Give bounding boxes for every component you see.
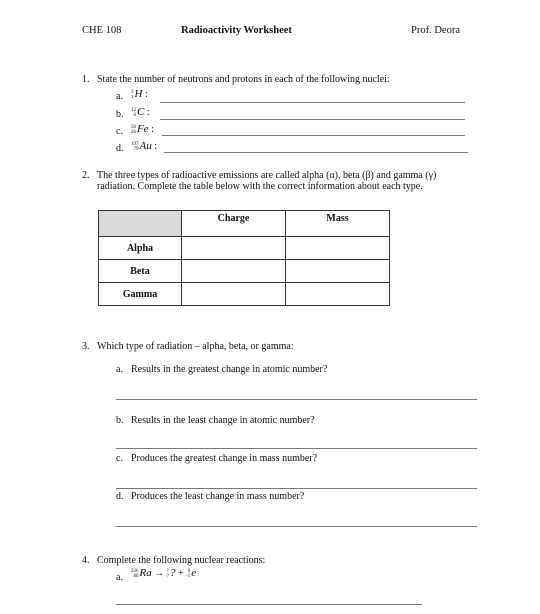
q4-text: Complete the following nuclear reactions:: [97, 555, 266, 566]
q1d-letter: d.: [116, 143, 124, 154]
table-header-charge: Charge: [182, 211, 286, 237]
professor-name: Prof. Deora: [411, 25, 460, 36]
q3-text: Which type of radiation – alpha, beta, or gamma:: [97, 341, 294, 352]
table-row: [99, 283, 390, 306]
q1a-letter: a.: [116, 91, 123, 102]
table-header-mass: Mass: [286, 211, 390, 237]
worksheet-title: Radioactivity Worksheet: [181, 25, 292, 36]
q2-line1: The three types of radioactive emissions are called alpha (α), beta (β) and gamma (γ): [97, 170, 437, 181]
q3c-letter: c.: [116, 453, 123, 464]
q1c-nucleus: 56 26 Fe :: [131, 123, 154, 135]
q3b-letter: b.: [116, 415, 124, 426]
table-row: [99, 260, 390, 283]
q3-number: 3.: [82, 341, 90, 352]
q1a-answer-line[interactable]: [160, 102, 465, 103]
q3a-text: Results in the greatest change in atomic number?: [131, 364, 328, 375]
cell-gamma-charge[interactable]: [182, 283, 286, 306]
reaction-arrow-icon: →: [154, 568, 165, 579]
q3c-text: Produces the greatest change in mass number?: [131, 453, 318, 464]
q1b-nucleus: 12 6 C :: [131, 106, 150, 118]
q4a-answer-line[interactable]: [116, 604, 422, 605]
q3d-text: Produces the least change in mass number?: [131, 491, 305, 502]
q1c-letter: c.: [116, 126, 123, 137]
cell-alpha-charge[interactable]: [182, 237, 286, 260]
q4a-letter: a.: [116, 572, 123, 583]
q1a-nucleus: 3 1 H :: [131, 88, 148, 100]
q1b-letter: b.: [116, 109, 124, 120]
q3b-answer-line[interactable]: [116, 448, 477, 449]
table-header-blank: [99, 211, 182, 237]
cell-gamma-mass[interactable]: [286, 283, 390, 306]
q2-number: 2.: [82, 170, 90, 181]
q3d-answer-line[interactable]: [116, 526, 477, 527]
q3a-letter: a.: [116, 364, 123, 375]
q1c-answer-line[interactable]: [162, 135, 465, 136]
q3c-answer-line[interactable]: [116, 488, 477, 489]
q1-text: State the number of neutrons and protons in each of the following nuclei:: [97, 74, 390, 85]
q1d-nucleus: 197 79 Au :: [131, 140, 158, 152]
q1-number: 1.: [82, 74, 90, 85]
cell-beta-mass[interactable]: [286, 260, 390, 283]
q4a-reaction: 226 88 Ra → ? ? ? + 0 -1 e: [131, 567, 197, 579]
cell-beta-charge[interactable]: [182, 260, 286, 283]
row-label-beta: Beta: [99, 260, 182, 283]
row-label-gamma: Gamma: [99, 283, 182, 306]
q2-line2: radiation. Complete the table below with the correct information about each type.: [97, 181, 423, 192]
row-label-alpha: Alpha: [99, 237, 182, 260]
q1d-answer-line[interactable]: [164, 152, 468, 153]
q4-number: 4.: [82, 555, 90, 566]
cell-alpha-mass[interactable]: [286, 237, 390, 260]
course-code: CHE 108: [82, 25, 122, 36]
radiation-table: [98, 210, 390, 306]
q3d-letter: d.: [116, 491, 124, 502]
table-row: [99, 237, 390, 260]
q3a-answer-line[interactable]: [116, 399, 477, 400]
q1b-answer-line[interactable]: [160, 119, 465, 120]
table-header-row: [99, 211, 390, 237]
q3b-text: Results in the least change in atomic number?: [131, 415, 315, 426]
